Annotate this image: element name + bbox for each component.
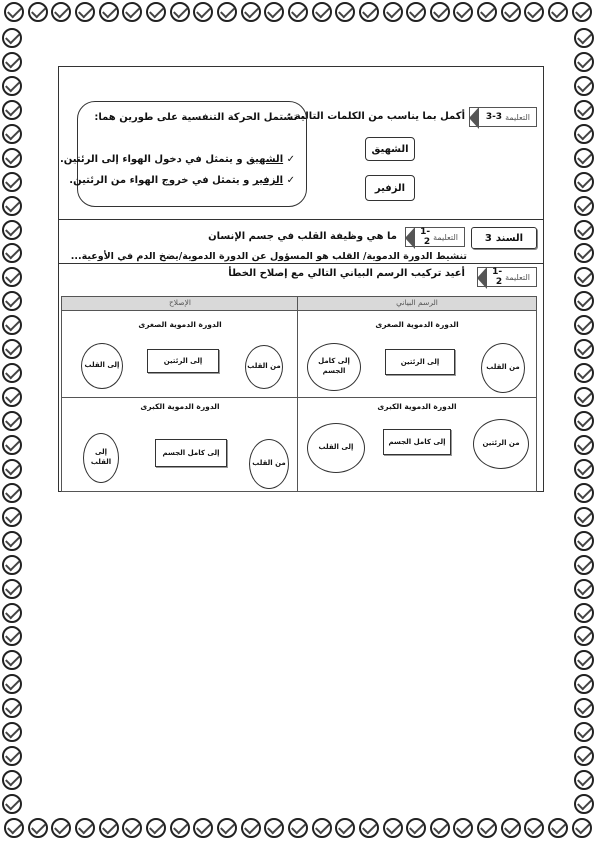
ring-check-icon (574, 746, 594, 766)
ring-check-icon (217, 2, 237, 22)
ring-check-icon (574, 722, 594, 742)
ring-check-icon (501, 818, 521, 838)
ring-check-icon (574, 770, 594, 790)
ring-check-icon (574, 124, 594, 144)
ring-check-icon (2, 291, 22, 311)
ring-check-icon (574, 243, 594, 263)
ring-check-icon (51, 818, 71, 838)
ring-check-icon (2, 387, 22, 407)
ring-check-icon (548, 2, 568, 22)
ring-check-icon (122, 2, 142, 22)
ring-check-icon (2, 555, 22, 575)
ring-check-icon (574, 459, 594, 479)
ring-check-icon (2, 579, 22, 599)
ring-check-icon (574, 603, 594, 623)
answer-line-1: ✓ الشهيق و يتمثل في دخول الهواء إلى الرئتين. (59, 154, 295, 165)
ring-check-icon (99, 818, 119, 838)
task-tag-number: 3-3 (485, 112, 503, 122)
graph-small-cycle-title: الدورة الدموية الصغرى (375, 320, 459, 329)
task-tag-label: التعليمة (505, 272, 530, 282)
column-header-fix: الإصلاح (168, 298, 192, 307)
ring-check-icon (2, 28, 22, 48)
sanad-answer: تنشيط الدورة الدموية/ القلب هو المسؤول عن الدورة الدموية/يضخ الدم في الأوعية... (70, 251, 467, 262)
ring-check-icon (574, 411, 594, 431)
ring-check-icon (430, 2, 450, 22)
sanad-badge (471, 227, 537, 249)
ring-check-icon (2, 603, 22, 623)
ring-check-icon (2, 746, 22, 766)
fix-big-from: من القلب (249, 439, 289, 489)
ring-check-icon (430, 818, 450, 838)
graph-big-to: إلى القلب (307, 423, 365, 473)
ring-check-icon (2, 770, 22, 790)
ring-check-icon (501, 2, 521, 22)
ring-check-icon (2, 507, 22, 527)
word-choice-inhale: الشهيق (365, 137, 415, 161)
task-tag-number: 1-2 (492, 267, 503, 287)
ring-check-icon (574, 507, 594, 527)
answer-line-2-rest: و يتمثل في خروج الهواء من الرئتين. (69, 175, 250, 186)
ring-check-icon (406, 2, 426, 22)
ring-check-icon (574, 387, 594, 407)
ring-check-icon (2, 483, 22, 503)
ring-check-icon (2, 243, 22, 263)
task-tag-number: 1-2 (420, 227, 431, 247)
ring-check-icon (574, 148, 594, 168)
task-3-3-prompt: أكمل بما يناسب من الكلمات التالية : (287, 111, 465, 122)
ring-check-icon (2, 794, 22, 814)
ring-check-icon (574, 579, 594, 599)
ring-check-icon (75, 2, 95, 22)
ring-check-icon (2, 650, 22, 670)
ring-check-icon (2, 435, 22, 455)
graph-big-cycle-title: الدورة الدموية الكبرى (377, 402, 457, 411)
ring-check-icon (383, 2, 403, 22)
sanad-label: السند (495, 232, 524, 244)
ring-check-icon (572, 818, 592, 838)
ring-check-icon (264, 818, 284, 838)
divider (59, 263, 543, 264)
task-tag-label: التعليمة (433, 232, 458, 242)
task-1-2-prompt: أعيد تركيب الرسم البياني التالي مع إصلاح الخطأ (228, 268, 465, 279)
ring-check-icon (2, 172, 22, 192)
fix-big-to: إلى القلب (83, 433, 119, 483)
ring-check-icon (524, 818, 544, 838)
ring-check-icon (2, 100, 22, 120)
fix-small-mid: إلى الرئتين (147, 349, 219, 373)
ring-check-icon (2, 722, 22, 742)
ring-check-icon (2, 76, 22, 96)
ring-check-icon (548, 818, 568, 838)
ring-check-icon (574, 196, 594, 216)
answer-word-exhale: الزفير (252, 175, 284, 186)
ring-check-icon (241, 2, 261, 22)
ring-check-icon (75, 818, 95, 838)
word-choice-exhale: الزفير (365, 175, 415, 201)
ring-check-icon (312, 818, 332, 838)
ring-check-icon (2, 531, 22, 551)
ring-check-icon (574, 674, 594, 694)
answer-word-inhale: الشهيق (246, 154, 284, 165)
task-tag-1-2-b (477, 267, 537, 287)
ring-check-icon (574, 794, 594, 814)
ring-check-icon (574, 555, 594, 575)
graph-big-mid: إلى كامل الجسم (383, 429, 451, 455)
ring-check-icon (2, 363, 22, 383)
sanad-question: ما هي وظيفة القلب في جسم الإنسان (208, 231, 397, 242)
ring-check-icon (335, 2, 355, 22)
ring-check-icon (4, 818, 24, 838)
ring-check-icon (574, 435, 594, 455)
ring-check-icon (406, 818, 426, 838)
answer-line-2: ✓ الزفير و يتمثل في خروج الهواء من الرئتين. (69, 175, 295, 186)
ring-check-icon (574, 531, 594, 551)
ring-check-icon (170, 818, 190, 838)
ring-check-icon (574, 76, 594, 96)
sanad-number: 3 (484, 232, 492, 244)
ring-check-icon (524, 2, 544, 22)
ring-check-icon (312, 2, 332, 22)
divider (59, 219, 543, 220)
graph-small-mid: إلى الرئتين (385, 349, 455, 375)
fix-small-cycle-title: الدورة الدموية الصغرى (138, 320, 222, 329)
ring-check-icon (453, 818, 473, 838)
ring-check-icon (574, 315, 594, 335)
fix-small-from: من القلب (245, 345, 283, 389)
worksheet-content (58, 66, 544, 492)
ring-check-icon (574, 698, 594, 718)
ring-check-icon (2, 339, 22, 359)
fix-big-cycle-title: الدورة الدموية الكبرى (140, 402, 220, 411)
ring-check-icon (477, 2, 497, 22)
ring-check-icon (335, 818, 355, 838)
ring-check-icon (2, 52, 22, 72)
ring-check-icon (359, 2, 379, 22)
ring-check-icon (574, 52, 594, 72)
ring-check-icon (2, 459, 22, 479)
task-tag-3-3 (469, 107, 537, 127)
graph-small-from: من القلب (481, 343, 525, 393)
ring-check-icon (574, 339, 594, 359)
ring-check-icon (51, 2, 71, 22)
answer-box-intro: - تشتمل الحركة التنفسية على طورين هما: (94, 112, 305, 123)
graph-big-from: من الرئتين (473, 419, 529, 469)
ring-check-icon (4, 2, 24, 22)
ring-check-icon (359, 818, 379, 838)
ring-check-icon (288, 2, 308, 22)
ring-check-icon (264, 2, 284, 22)
ring-check-icon (574, 363, 594, 383)
task-tag-label: التعليمة (505, 112, 530, 122)
ring-check-icon (28, 818, 48, 838)
answer-line-1-rest: و يتمثل في دخول الهواء إلى الرئتين. (59, 154, 243, 165)
ring-check-icon (146, 818, 166, 838)
ring-check-icon (574, 483, 594, 503)
ring-check-icon (574, 172, 594, 192)
ring-check-icon (572, 2, 592, 22)
ring-check-icon (2, 626, 22, 646)
ring-check-icon (122, 818, 142, 838)
ring-check-icon (288, 818, 308, 838)
ring-check-icon (2, 698, 22, 718)
graph-small-to: إلى كامل الجسم (307, 343, 361, 391)
ring-check-icon (2, 267, 22, 287)
ring-check-icon (2, 148, 22, 168)
ring-check-icon (28, 2, 48, 22)
ring-check-icon (574, 267, 594, 287)
fix-big-mid: إلى كامل الجسم (155, 439, 227, 467)
ring-check-icon (574, 626, 594, 646)
ring-check-icon (574, 28, 594, 48)
task-tag-1-2-a (405, 227, 465, 247)
ring-check-icon (2, 674, 22, 694)
column-header-graph: الرسم البياني (396, 298, 438, 307)
ring-check-icon (217, 818, 237, 838)
ring-check-icon (383, 818, 403, 838)
ring-check-icon (453, 2, 473, 22)
ring-check-icon (99, 2, 119, 22)
ring-check-icon (2, 411, 22, 431)
ring-check-icon (146, 2, 166, 22)
ring-check-icon (170, 2, 190, 22)
ring-check-icon (193, 2, 213, 22)
ring-check-icon (574, 291, 594, 311)
ring-check-icon (574, 100, 594, 120)
ring-check-icon (2, 124, 22, 144)
ring-check-icon (574, 650, 594, 670)
ring-check-icon (2, 315, 22, 335)
ring-check-icon (2, 196, 22, 216)
ring-check-icon (193, 818, 213, 838)
ring-check-icon (241, 818, 261, 838)
ring-check-icon (2, 220, 22, 240)
fix-small-to: إلى القلب (81, 343, 123, 389)
ring-check-icon (574, 220, 594, 240)
ring-check-icon (477, 818, 497, 838)
